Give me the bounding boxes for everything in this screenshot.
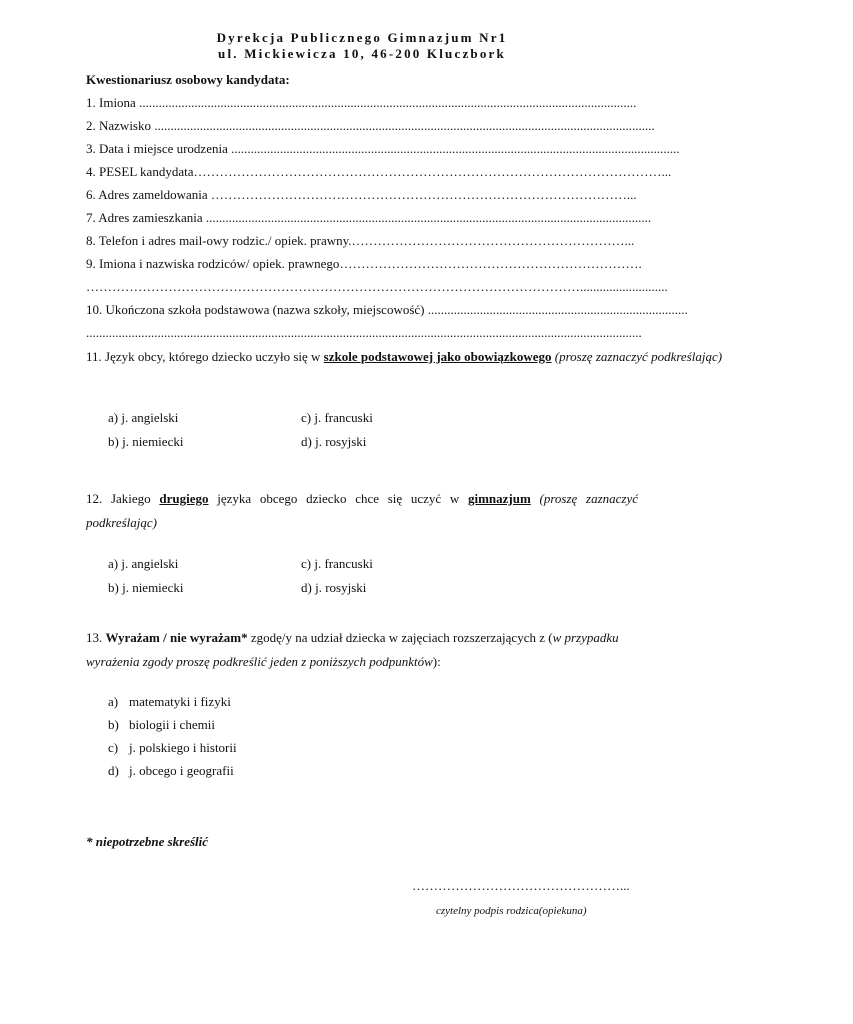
dotted-fill: ………………………………………………………... xyxy=(351,233,635,248)
q12-emphasis-1: drugiego xyxy=(159,491,209,506)
field-adres-zamieszkania[interactable] xyxy=(86,210,652,226)
q11-prefix: 11. Język obcy, którego dziecko uczyło się w xyxy=(86,349,321,364)
field-label: 3. Data i miejsce urodzenia xyxy=(86,141,228,156)
q11-instruction: (proszę zaznaczyć podkreślając) xyxy=(554,349,723,364)
dotted-fill: ........................................................................................................................................................................... xyxy=(86,325,642,340)
signature-line[interactable]: …………………………………………... xyxy=(412,878,630,893)
q12-option-d[interactable]: d) j. rosyjski xyxy=(301,580,367,595)
dotted-fill: ................................................................................ xyxy=(424,302,688,317)
q13-suffix: ): xyxy=(432,654,441,669)
field-label: 2. Nazwisko xyxy=(86,118,151,133)
item-marker: b) xyxy=(108,717,119,732)
q11-line-1 xyxy=(86,349,723,365)
q12-emphasis-2: gimnazjum xyxy=(467,491,531,506)
field-label: 7. Adres zamieszkania xyxy=(86,210,203,225)
field-nazwisko[interactable] xyxy=(86,118,655,134)
item-marker: c) xyxy=(108,740,119,755)
dotted-fill: ……………………………………………………………………………………………………........................... xyxy=(86,279,668,294)
q11-option-d[interactable]: d) j. rosyjski xyxy=(301,434,367,449)
q13-item-b[interactable] xyxy=(108,717,215,733)
q12-option-c[interactable]: c) j. francuski xyxy=(301,556,373,571)
q13-consent[interactable]: Wyrażam / nie wyrażam* xyxy=(105,630,248,645)
item-text: matematyki i fizyki xyxy=(129,694,231,709)
form-title: Kwestionariusz osobowy kandydata: xyxy=(86,72,290,87)
dotted-fill: ………………………………………………………………………………………………... xyxy=(193,164,672,179)
field-szkola-continuation[interactable] xyxy=(86,325,642,341)
dotted-fill: ......................................................................................................................................... xyxy=(202,210,652,225)
q13-prefix: 13. xyxy=(86,630,103,645)
dotted-fill: .......................................................................................................................................................... xyxy=(151,118,655,133)
q13-item-a[interactable] xyxy=(108,694,231,710)
signature-caption: czytelny podpis rodzica(opiekuna) xyxy=(436,905,587,917)
q13-question xyxy=(86,626,638,674)
field-szkola-podstawowa[interactable] xyxy=(86,302,688,318)
q11-option-c[interactable]: c) j. francuski xyxy=(301,410,373,425)
field-continuation[interactable] xyxy=(86,279,668,295)
item-text: j. obcego i geografii xyxy=(129,763,234,778)
item-marker: d) xyxy=(108,763,119,778)
field-pesel[interactable] xyxy=(86,164,672,180)
item-marker: a) xyxy=(108,694,119,709)
field-label: 1. Imiona xyxy=(86,95,136,110)
q12-instruction: (proszę zaznaczyć podkreślając) xyxy=(86,491,638,530)
field-label: 4. PESEL kandydata xyxy=(86,164,194,179)
field-data-urodzenia[interactable] xyxy=(86,141,680,157)
item-text: biologii i chemii xyxy=(129,717,215,732)
field-imiona[interactable] xyxy=(86,95,638,111)
q12-question xyxy=(86,487,638,535)
q13-item-d[interactable] xyxy=(108,763,234,779)
q13-middle: zgodę/y na udział dziecka w zajęciach rozszerzających z ( xyxy=(250,630,553,645)
dotted-fill: ......................................................................................................................................................... xyxy=(135,95,637,110)
header-line-2: ul. Mickiewicza 10, 46-200 Kluczbork xyxy=(218,46,506,61)
q13-item-c[interactable] xyxy=(108,740,237,756)
q11-option-a[interactable]: a) j. angielski xyxy=(108,410,179,425)
field-imiona-rodzicow[interactable] xyxy=(86,256,642,272)
dotted-fill: ……………………………………………………………………………………... xyxy=(207,187,637,202)
field-label: 9. Imiona i nazwiska rodziców/ opiek. prawnego xyxy=(86,256,340,271)
field-label: 8. Telefon i adres mail-owy rodzic./ opiek. prawny. xyxy=(86,233,352,248)
q11-emphasis: szkole podstawowej jako obowiązkowego xyxy=(323,349,552,364)
field-label: 10. Ukończona szkoła podstawowa (nazwa szkoły, miejscowość) xyxy=(86,302,425,317)
footnote: * niepotrzebne skreślić xyxy=(86,834,209,849)
q13-instruction: w przypadku wyrażenia zgody proszę podkreślić jeden z poniższych podpunktów xyxy=(86,630,619,669)
field-label: 6. Adres zameldowania xyxy=(86,187,208,202)
field-adres-zameldowania[interactable] xyxy=(86,187,638,203)
q12-prefix: 12. Jakiego xyxy=(86,491,151,506)
q12-option-a[interactable]: a) j. angielski xyxy=(108,556,179,571)
q12-middle: języka obcego dziecko chce się uczyć w xyxy=(217,491,460,506)
dotted-fill: .......................................................................................................................................... xyxy=(227,141,680,156)
q11-option-b[interactable]: b) j. niemiecki xyxy=(108,434,184,449)
field-telefon-mail[interactable] xyxy=(86,233,638,249)
dotted-fill: ……………………………………………………………. xyxy=(339,256,642,271)
header-line-1: Dyrekcja Publicznego Gimnazjum Nr1 xyxy=(216,30,508,45)
item-text: j. polskiego i historii xyxy=(129,740,237,755)
q12-option-b[interactable]: b) j. niemiecki xyxy=(108,580,184,595)
